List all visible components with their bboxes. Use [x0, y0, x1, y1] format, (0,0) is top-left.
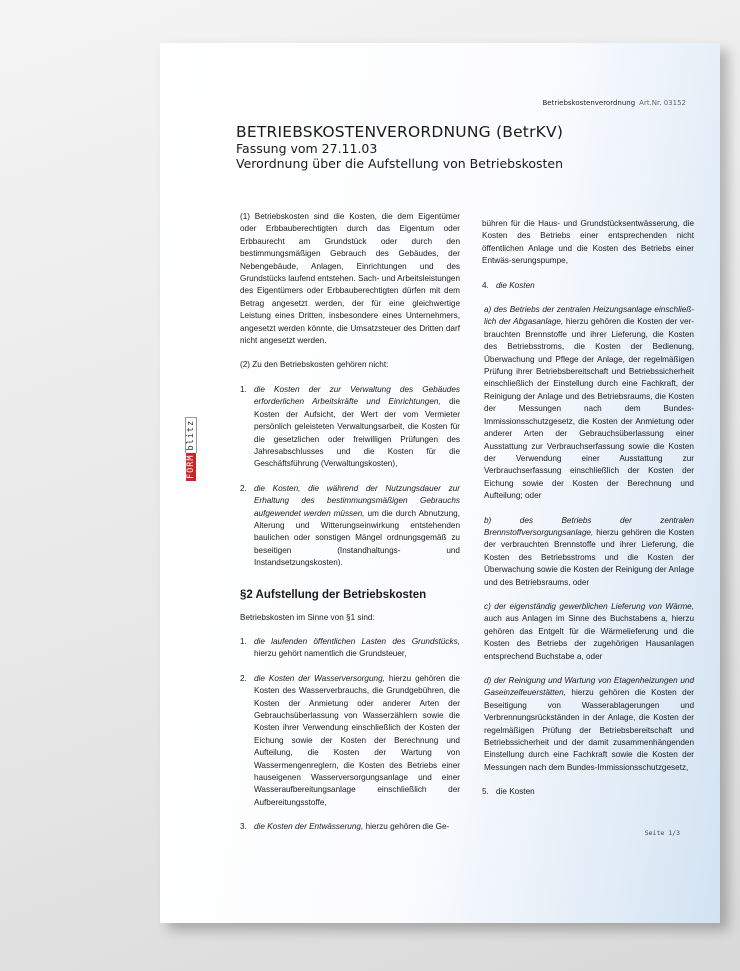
sub-item-text: hierzu gehören die Kosten der ver-brauchten Brennstoffe und ihrer Lieferung, die Kosten des Betriebsstroms, die Kosten der Bedienung, Überwachung und Pflege der Anlage, der regelmäßigen Prüfung ihrer Betriebsbereitschaft und Betriebssicherheit einschließlich der Einstellung durch eine Fachkraft, der Reinigung der Anlage und des Betriebsraums, die Kosten der Messungen nach dem Bundes-Immissionsschutzgesetz, die Kosten der Anmietung oder anderer Arten der Gebrauchsüberlassung einer Ausstattung zur Verbrauchserfassung sowie die Kosten der Verwendung einer Ausstattung zur Verbrauchserfassung einschließlich der Kosten der Eichung sowie der Kosten der Berechnung und Aufteilung; oder [484, 317, 694, 501]
right-column [482, 218, 694, 799]
list-num: 4. [482, 280, 489, 290]
sub-item-b [482, 515, 694, 589]
sub-item-text: hierzu gehören die Kosten der Beseitigung von Wasserablagerungen und Verbrennungsrückständen in der Anlage, die Kosten der regelmäßigen Prüfung der Betriebsbereitschaft und Betriebssicherheit und der damit zusammenhängenden Einstellung durch eine Fachkraft sowie die Kosten der Messungen nach dem Bundes-Immissionsschutzgesetz, [484, 688, 694, 772]
list-text: um die durch Abnutzung, Alterung und Witterungseinwirkung entstehenden baulichen oder sonstigen Mängel ordnungsgemäß zu beseitigen (Instandhaltungs- und Instandsetzungskosten). [254, 508, 460, 568]
paragraph-continued: bühren für die Haus- und Grundstücksentwässerung, die Kosten des Betriebs einer entsprechenden nicht öffentlichen Anlage und die Kosten des Betriebs einer Entwäs-serungspumpe, [482, 219, 694, 266]
sub-item-c [482, 601, 694, 663]
list-text: hierzu gehören die Ge- [363, 822, 450, 832]
list-item [240, 673, 460, 809]
list-emphasis: die Kosten, die während der Nutzungsdauer zur Erhaltung des bestimmungsmäßigen Gebrauchs aufgewendet werden müssen, [254, 483, 460, 518]
list-item [240, 636, 460, 661]
left-column [240, 211, 460, 834]
list-num: 1. [240, 384, 247, 394]
list-num: 1. [240, 636, 247, 646]
brand-part-2: blitz [185, 417, 197, 453]
list-item [240, 821, 460, 833]
document-title: BETRIEBSKOSTENVERORDNUNG (BetrKV) [236, 123, 564, 141]
list-emphasis: die Kosten der zur Verwaltung des Gebäudes erforderlichen Arbeitskräfte und Einrichtungen, [254, 384, 460, 407]
list-item [240, 483, 460, 570]
formblitz-logo [186, 417, 196, 481]
list-num: 5. [482, 787, 489, 797]
sub-item-emphasis: d) der Reinigung und Wartung von Etagenheizungen und Gaseinzelfeuerstätten, [484, 676, 694, 698]
page-number: Seite 1/3 [644, 829, 680, 837]
list-emphasis: die Kosten der Wasserversorgung, [254, 673, 385, 683]
paragraph-2: (2) Zu den Betriebskosten gehören nicht: [240, 360, 389, 370]
header-reference [542, 99, 686, 107]
sub-item-emphasis: b) des Betriebs der zentralen Brennstoffversorgungsanlage, [484, 515, 694, 537]
list-text: die Kosten [496, 787, 535, 797]
document-page [160, 43, 720, 923]
sub-item-emphasis: c) der eigenständig gewerblichen Lieferung von Wärme, [484, 601, 694, 611]
list-emphasis: die Kosten der Entwässerung, [254, 822, 364, 832]
sub-item-a [482, 304, 694, 503]
paragraph-1: (1) Betriebskosten sind die Kosten, die dem Eigentümer oder Erbbauberechtigten durch das Eigentum oder Erbbaurecht am Grundstück oder durch den bestimmungsmäßigen Gebrauch des Gebäudes, der Nebengebäude, Anlagen, Einrichtungen und des Grundstücks laufend entstehen. Sach- und Arbeitsleistungen des Eigentümers oder Erbbauberechtigten dürfen mit dem Betrag angesetzt werden, der für eine gleichwertige Leistung eines Dritten, insbesondere eines Unternehmers, angesetzt werden könnte, die Umsatzsteuer des Dritten darf nicht angesetzt werden. [240, 212, 460, 346]
paragraph-3: Betriebskosten im Sinne von §1 sind: [240, 612, 375, 622]
list-text: die Kosten der Aufsicht, der Wert der vom Vermieter persönlich geleisteten Verwaltungsarbeit, die Kosten für die gesetzlichen oder freiwilligen Prüfungen des Jahresabschlusses und die Kosten für die Geschäftsführung (Verwaltungskosten), [254, 397, 460, 469]
sub-item-text: auch aus Anlagen im Sinne des Buchstabens a, hierzu gehören das Entgelt für die Wärmelieferung und die Kosten des Betriebs der zugehörigen Hausanlagen entsprechend Buchstabe a, oder [484, 614, 694, 661]
list-num: 2. [240, 483, 247, 493]
header-art-nr: Art.Nr. 03152 [639, 99, 686, 107]
title-block [236, 123, 676, 171]
section-heading: §2 Aufstellung der Betriebskosten [240, 588, 427, 601]
sub-item-text: hierzu gehören die Kosten der verbrauchten Brennstoffe und ihrer Lieferung, die Kosten des Betriebsstroms und die Kosten der Überwachung sowie die Kosten der Reinigung der Anlage und des Betriebsraums, oder [484, 527, 694, 587]
brand-part-1: FORM [186, 454, 196, 479]
list-num: 3. [240, 822, 247, 832]
document-subtitle: Verordnung über die Aufstellung von Betriebskosten [236, 156, 564, 171]
list-text: hierzu gehören die Kosten des Wasserverbrauchs, die Grundgebühren, die Kosten der Anmietung oder anderer Arten der Gebrauchsüberlassung von Wasserzählern sowie die Kosten ihrer Verwendung einschließlich der Kosten der Eichung sowie der Kosten der Berechnung und Aufteilung, die Kosten der Wartung von Wassermengenreglern, die Kosten des Betriebs einer hauseigenen Wasserversorgungsanlage und einer Wasseraufbereitungsanlage einschließlich der Aufbereitungsstoffe, [254, 673, 460, 807]
document-date: Fassung vom 27.11.03 [236, 141, 378, 156]
list-item [482, 786, 694, 798]
sub-item-emphasis: a) des Betriebs der zentralen Heizungsanlage einschließ-lich der Abgasanlage, [484, 305, 694, 327]
list-emphasis: die Kosten [496, 280, 535, 290]
list-text: hierzu gehört namentlich die Grundsteuer, [254, 649, 407, 659]
sub-item-d [482, 675, 694, 774]
list-num: 2. [240, 673, 247, 683]
list-item [240, 384, 460, 471]
list-emphasis: die laufenden öffentlichen Lasten des Grundstücks, [254, 636, 460, 646]
list-item [482, 280, 694, 292]
header-doc-ref: Betriebskostenverordnung [542, 99, 636, 107]
